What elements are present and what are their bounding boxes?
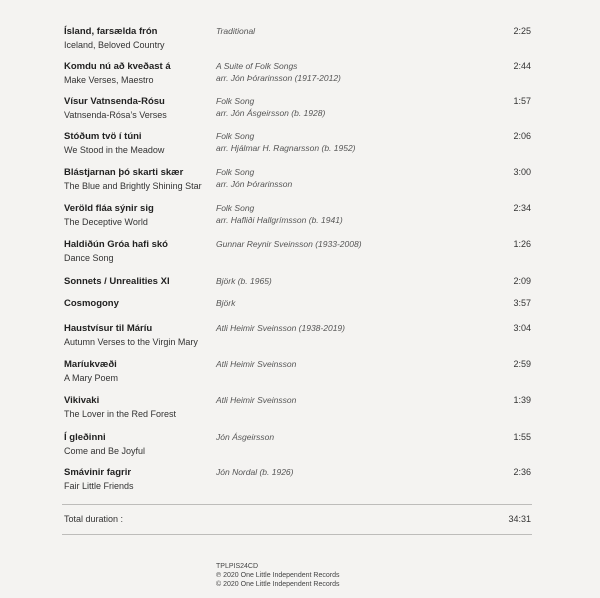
catalog-info	[216, 562, 339, 589]
track-credit: Björk (b. 1965)	[216, 276, 272, 286]
track-title: Maríukvæði	[64, 359, 117, 370]
track-duration: 1:57	[513, 96, 531, 106]
track-arranger: arr. Jón Þórarinsson (1917-2012)	[216, 73, 341, 83]
track-subtitle: The Deceptive World	[64, 217, 148, 227]
track-title: Smávinir fagrir	[64, 467, 132, 478]
track-arranger: arr. Hjálmar H. Ragnarsson (b. 1952)	[216, 143, 356, 153]
track-duration: 3:57	[513, 298, 531, 308]
track-credit: Folk Song	[216, 203, 255, 213]
track-duration: 1:55	[513, 432, 531, 442]
track-title: Vísur Vatnsenda-Rósu	[64, 96, 165, 107]
track-subtitle: Iceland, Beloved Country	[64, 40, 165, 50]
track-credit: Jón Ásgeirsson	[216, 432, 275, 442]
track-title: Blástjarnan þó skarti skær	[64, 167, 184, 178]
track-subtitle: A Mary Poem	[64, 373, 119, 383]
track-subtitle: Vatnsenda-Rósa’s Verses	[64, 110, 167, 120]
track-title: Sonnets / Unrealities XI	[64, 276, 170, 287]
phonogram-copyright: ℗ 2020 One Little Independent Records	[216, 572, 340, 579]
track-subtitle: We Stood in the Meadow	[64, 145, 165, 155]
divider-bottom	[62, 534, 532, 535]
track-title: Ísland, farsælda frón	[64, 26, 158, 37]
copyright: © 2020 One Little Independent Records	[216, 581, 340, 588]
track-duration: 2:34	[513, 203, 531, 213]
track-arranger: arr. Hafliði Hallgrímsson (b. 1941)	[216, 215, 343, 225]
track-subtitle: The Blue and Brightly Shining Star	[64, 181, 202, 191]
track-credit: Folk Song	[216, 96, 255, 106]
track-arranger: arr. Jón Þórarinsson	[216, 179, 293, 189]
track-title: Haustvísur til Máríu	[64, 323, 153, 334]
track-credit: Björk	[216, 298, 236, 308]
track-title: Cosmogony	[64, 298, 119, 309]
track-credit: Atli Heimir Sveinsson	[216, 359, 297, 369]
track-duration: 2:09	[513, 276, 531, 286]
track-credit: A Suite of Folk Songs	[216, 61, 298, 71]
track-title: Vikivaki	[64, 395, 100, 406]
total-duration-value: 34:31	[508, 514, 531, 524]
track-subtitle: Make Verses, Maestro	[64, 75, 154, 85]
track-subtitle: The Lover in the Red Forest	[64, 409, 177, 419]
track-subtitle: Fair Little Friends	[64, 481, 134, 491]
track-credit: Atli Heimir Sveinsson	[216, 395, 297, 405]
track-credit: Folk Song	[216, 167, 255, 177]
track-credit: Traditional	[216, 26, 256, 36]
track-title: Komdu nú að kveðast á	[64, 61, 171, 72]
track-duration: 2:06	[513, 131, 531, 141]
track-credit: Atli Heimir Sveinsson (1938-2019)	[216, 323, 345, 333]
track-subtitle: Dance Song	[64, 253, 114, 263]
track-title: Haldiðún Gróa hafi skó	[64, 239, 168, 250]
track-credit: Folk Song	[216, 131, 255, 141]
track-duration: 2:25	[513, 26, 531, 36]
track-duration: 2:59	[513, 359, 531, 369]
track-subtitle: Autumn Verses to the Virgin Mary	[64, 337, 198, 347]
track-duration: 1:39	[513, 395, 531, 405]
track-duration: 1:26	[513, 239, 531, 249]
track-duration: 3:04	[513, 323, 531, 333]
track-arranger: arr. Jón Ásgeirsson (b. 1928)	[216, 108, 326, 118]
track-duration: 2:36	[513, 467, 531, 477]
track-credit: Jón Nordal (b. 1926)	[216, 467, 294, 477]
track-title: Veröld fláa sýnir sig	[64, 203, 154, 214]
track-title: Í gleðinni	[64, 432, 106, 443]
divider-top	[62, 504, 532, 505]
track-credit: Gunnar Reynir Sveinsson (1933-2008)	[216, 239, 362, 249]
track-title: Stóðum tvö í túni	[64, 131, 142, 142]
catalog-number: TPLPIS24CD	[216, 563, 259, 570]
track-subtitle: Come and Be Joyful	[64, 446, 146, 456]
track-duration: 3:00	[513, 167, 531, 177]
track-duration: 2:44	[513, 61, 531, 71]
total-duration-label: Total duration :	[64, 514, 124, 524]
